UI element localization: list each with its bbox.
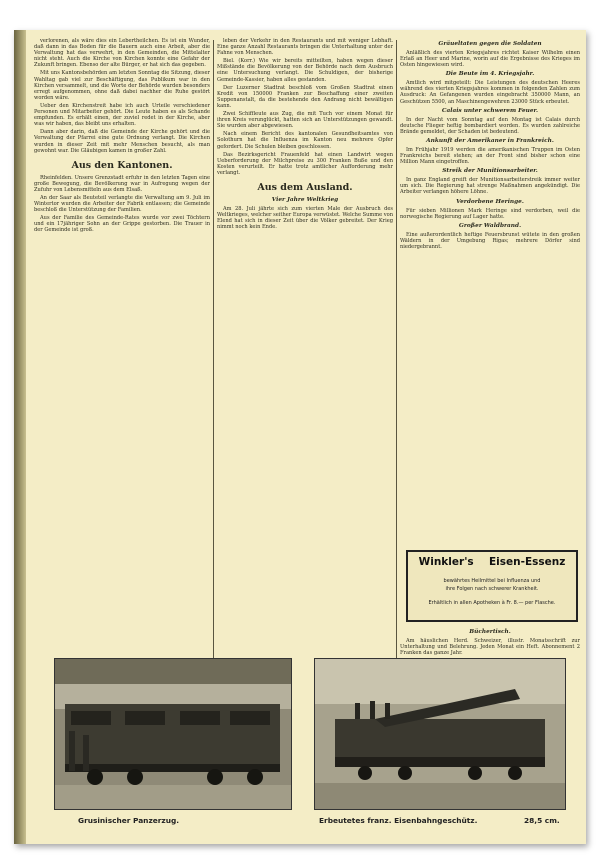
article-paragraph: Am 28. Juli jährte sich zum vierten Male der Ausbruch des Weltkrieges, welcher seither Europa verwüstet. Welche Summe von Elend hat sich in dieser Zeit über die Völker gebreitet. Der Krieg nimmt noch kein Ende. (217, 205, 393, 231)
column-1 (34, 38, 210, 668)
railway-gun-image (315, 659, 565, 809)
article-paragraph: Das Bezirksgericht Frauenfeld hat einen Landwirt wegen Ueberforderung der Milchpreise zu 300 Franken Buße und den Kosten verurteilt. Er hatte trotz amtlicher Aufforderung mehr verlangt. (217, 151, 393, 176)
column-2 (217, 38, 393, 543)
winkler-advertisement (406, 550, 578, 622)
article-subheading: Büchertisch. (469, 629, 511, 635)
ad-product: Eisen-Essenz (488, 556, 566, 568)
article-subheading: Streik der Munitionsarbeiter. (442, 168, 538, 175)
article-subheading: Calais unter schwerem Feuer. (441, 107, 539, 114)
ad-line: bewährtes Heilmittel bei Influenza und (443, 578, 541, 584)
article-paragraph: Amtlich wird mitgeteilt: Die Leistungen des deutschen Heeres während des vierten Kriegsjahres kommen in folgenden Zahlen zum Ausdruck: An Gefangenen wurden eingebracht 350000 Mann, an Geschützen 5500, an Maschinengewehren 23000 Stück erbeutet. (400, 80, 580, 105)
article-paragraph: In der Nacht vom Sonntag auf den Montag ist Calais durch deutsche Flieger heftig bombardiert worden. Es wurden zahlreiche Brände gemeldet, der Schaden ist bedeutend. (400, 116, 580, 135)
article-paragraph: Für sieben Millionen Mark Heringe sind verdorben, weil die norwegische Regierung auf Lager hatte. (400, 207, 580, 220)
section-heading-kantonen: Aus den Kantonen. (71, 159, 173, 171)
photo-caption-gun: Erbeutetes franz. Eisenbahngeschütz. (319, 816, 478, 825)
section-heading-ausland: Aus dem Ausland. (257, 181, 353, 193)
newspaper-page (14, 30, 586, 844)
column-rule (396, 40, 397, 672)
article-paragraph: Im Frühjahr 1919 werden die amerikanischen Truppen im Osten Frankreichs bereit stehen; an der Front sind bisher schon eine Million Mann eingetroffen. (400, 146, 580, 166)
article-paragraph: Zwei Schiffleute aus Zug, die mit Tuch vor einem Monat für ihren Kreis verunglückt, hatten sich an Unterstützungen gewandt. Sie wurden aber abgewiesen. (217, 111, 393, 130)
ad-brand: Winkler's (418, 556, 474, 568)
book-notice (400, 626, 580, 658)
captured-gun-photo (314, 658, 566, 810)
article-paragraph: In ganz England greift der Munitionsarbeiterstreik immer weiter um sich. Die Regierung hat strenge Maßnahmen angekündigt. Die Arbeiter verlangen höhere Löhne. (400, 177, 580, 196)
column-rule (213, 40, 214, 672)
article-paragraph: An der Saar als Beuteteil verlangte die Verwaltung am 9. Juli im Wintertor wurden die Arbeiter der Fabrik entlassen; die Gemeinde beschloß die Unterstützung der Familien. (34, 194, 210, 214)
armored-train-image (55, 659, 291, 809)
article-paragraph: Am häuslichen Herd. Schweizer, illustr. Monatsschrift zur Unterhaltung und Belehrung. Jeden Monat ein Heft. Abonnement 2 Franken das ganze Jahr. (400, 638, 580, 657)
article-paragraph: Eine außerordentlich heftige Feuersbrunst wütete in den großen Wäldern in der Umgebung Rigas; mehrere Dörfer sind niedergebrannt. (400, 231, 580, 250)
article-paragraph: Rheinfelden. Unsere Grenzstadt erfuhr in den letzten Tagen eine große Bewegung, die Bevölkerung war in Aufregung wegen der Zufuhr von Lebensmitteln aus dem Elsaß. (34, 174, 210, 193)
article-paragraph: Der Luzerner Stadtrat beschloß vom Großen Stadtrat einen Kredit von 150000 Franken zur Beschaffung einer zweiten Suppenanstalt, da die bestehende den Andrang nicht bewältigen kann. (217, 84, 393, 109)
article-paragraph: Mit uns Kantonsbehörden am letzten Sonntag die Sitzung, dieser Wahltag gab viel zur Beschäftigung, das Publikum war in den Kirchen versammelt, und die Worte der Behörde wurden besonders erregt aufgenommen, ohne daß dabei nachher die Ruhe gestört worden wäre. (34, 70, 210, 101)
article-paragraph: Aus der Familie des Gemeinde-Rates wurde vor zwei Töchtern und ein 17jähriger Sohn an der Grippe gestorben. Die Trauer in der Gemeinde ist groß. (34, 215, 210, 234)
ad-title (408, 556, 576, 568)
gun-calibre: 28,5 cm. (524, 816, 560, 825)
article-paragraph: leben der Verkehr in den Restaurants und mit weniger Lebhaft. Eine ganze Anzahl Restaurants bringen die Unterhaltung unter der Fahne von Menschen. (217, 38, 393, 57)
article-paragraph: Anläßlich des vierten Kriegsjahres richtet Kaiser Wilhelm einen Erlaß an Heer und Marine, worin auf die Ergebnisse des Krieges im Osten hingewiesen wird. (400, 50, 580, 69)
armored-train-photo (54, 658, 292, 810)
article-paragraph: Biel. (Korr.) Wie wir bereits mitteilten, haben wegen dieser Mißstände die Bevölkerung von der Behörde nach dem Ausbruch eine Untersuchung verlangt. Die Schuldigen, der bisherige Gemeinde-Kassier, haben alles gestanden. (217, 58, 393, 83)
ad-line: Erhältlich in allen Apotheken à Fr. 8.— per Flasche. (428, 600, 556, 606)
photo-caption-train: Grusinischer Panzerzug. (78, 816, 180, 825)
article-subheading: Großer Waldbrand. (458, 222, 522, 229)
article-subheading: Ankunft der Amerikaner in Frankreich. (426, 137, 554, 144)
article-paragraph: Ueber den Kirchenstreit habe ich auch Urteile verschiedener Personen und Mitarbeiter gehört. Die Leute haben es als Schande empfunden. Es erhält einen, der zuviel redet in der Kirche, aber was wir haben, das bleibt uns erhalten. (34, 102, 210, 128)
article-subheading: Verdorbene Heringe. (456, 198, 524, 205)
article-subheading: Die Beute im 4. Kriegsjahr. (445, 71, 535, 78)
article-paragraph: Nach einem Bericht des kantonalen Gesundheitsamtes von Solothurn hat die Influenza im Kanton neu mehrere Opfer gefordert. Die Schulen bleiben geschlossen. (217, 131, 393, 150)
ad-line: ihre Folgen nach schwerer Krankheit. (445, 586, 539, 592)
article-paragraph: Dann aber darin, daß die Gemeinde der Kirche gehört und die Verwaltung der Pfarrei eine gute Ordnung verlangt. Die Kirchen wurden in dieser Zeit mit mehr Menschen besucht, als man gewohnt war. Die Gläubigen kamen in großer Zahl. (34, 129, 210, 154)
article-subheading: Vier Jahre Weltkrieg (271, 196, 339, 203)
article-paragraph: verlorenen, als wäre dies ein Lebertheilchen. Es ist ein Wunder, daß dann in das Boden für die Bauern auch eine Arbeit, aber die Verwaltung hat das verwehrt, in den Gemeinden, die Mittelalter nicht steht. Auch die Kirche von Kirchen konnte eine Gefahr der Zukunft bringen. Ebenso der alte Bürger, er hat sich das gegeben. (34, 38, 210, 69)
article-subheading: Gräueltaten gegen die Soldaten (438, 41, 542, 47)
